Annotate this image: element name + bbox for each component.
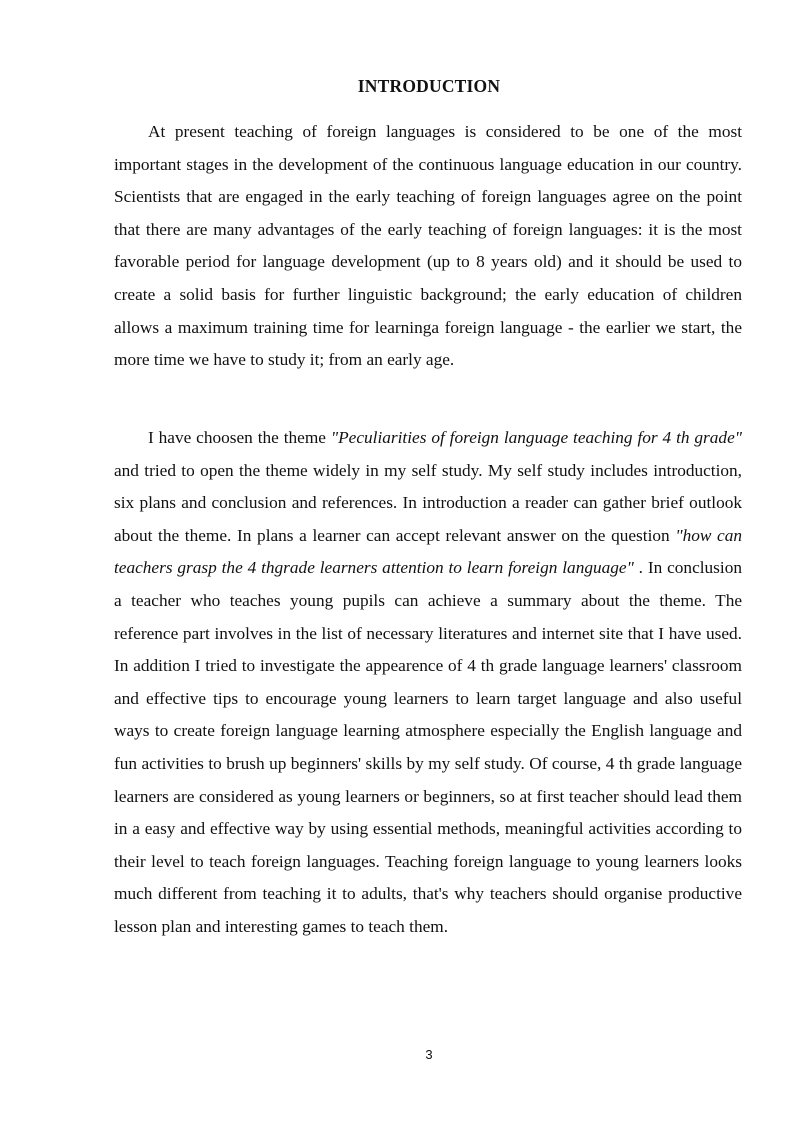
body-paragraph-1: At present teaching of foreign languages is considered to be one of the most important stages in the development of the continuous language education in our country. Scientists that are engaged in the early teaching of foreign languages agree on the point that there are many advantages of the early teaching of foreign languages: it is the most favorable period for language development (up to 8 years old) and it should be used to create a solid basis for further linguistic background; the early education of children allows a maximum training time for learninga foreign language - the earlier we start, the more time we have to study it; from an early age. xyxy=(114,122,742,370)
page-number: 3 xyxy=(425,1047,433,1062)
paragraph-2-text-part-3: . In conclusion a teacher who teaches young pupils can achieve a summary about the theme. The reference part involves in the list of necessary literatures and internet site that I have used. In addition I tried to investigate the appearence of 4 th grade language learners' classroom and effective tips to encourage young learners to learn target language and also useful ways to create foreign language learning atmosphere especially the English language and fun activities to brush up beginners' skills by my self study. Of course, 4 th grade language learners are considered as young learners or beginners, so at first teacher should lead them in a easy and effective way by using essential methods, meaningful activities according to their level to teach foreign languages. Teaching foreign language to young learners looks much different from teaching it to adults, that's why teachers should organise productive lesson plan and interesting games to teach them. xyxy=(114,558,742,936)
page-title: INTRODUCTION xyxy=(357,76,501,96)
body-paragraph-2-container xyxy=(114,422,742,944)
paragraph-2-text-part-2: and tried to open the theme widely in my self study. My self study includes introduction, six plans and conclusion and references. In introduction a reader can gather brief outlook about the theme. In plans a learner can accept relevant answer on the question xyxy=(114,460,742,545)
paragraph-2-text-part-1: I have choosen the theme xyxy=(148,428,331,447)
body-paragraph-2 xyxy=(114,422,742,944)
theme-title: "Peculiarities of foreign language teaching for 4 th grade" xyxy=(330,428,742,447)
research-question: "how can teachers grasp the 4 thgrade learners attention to learn foreign language" xyxy=(114,525,742,578)
body-paragraph-1-container xyxy=(114,116,742,377)
